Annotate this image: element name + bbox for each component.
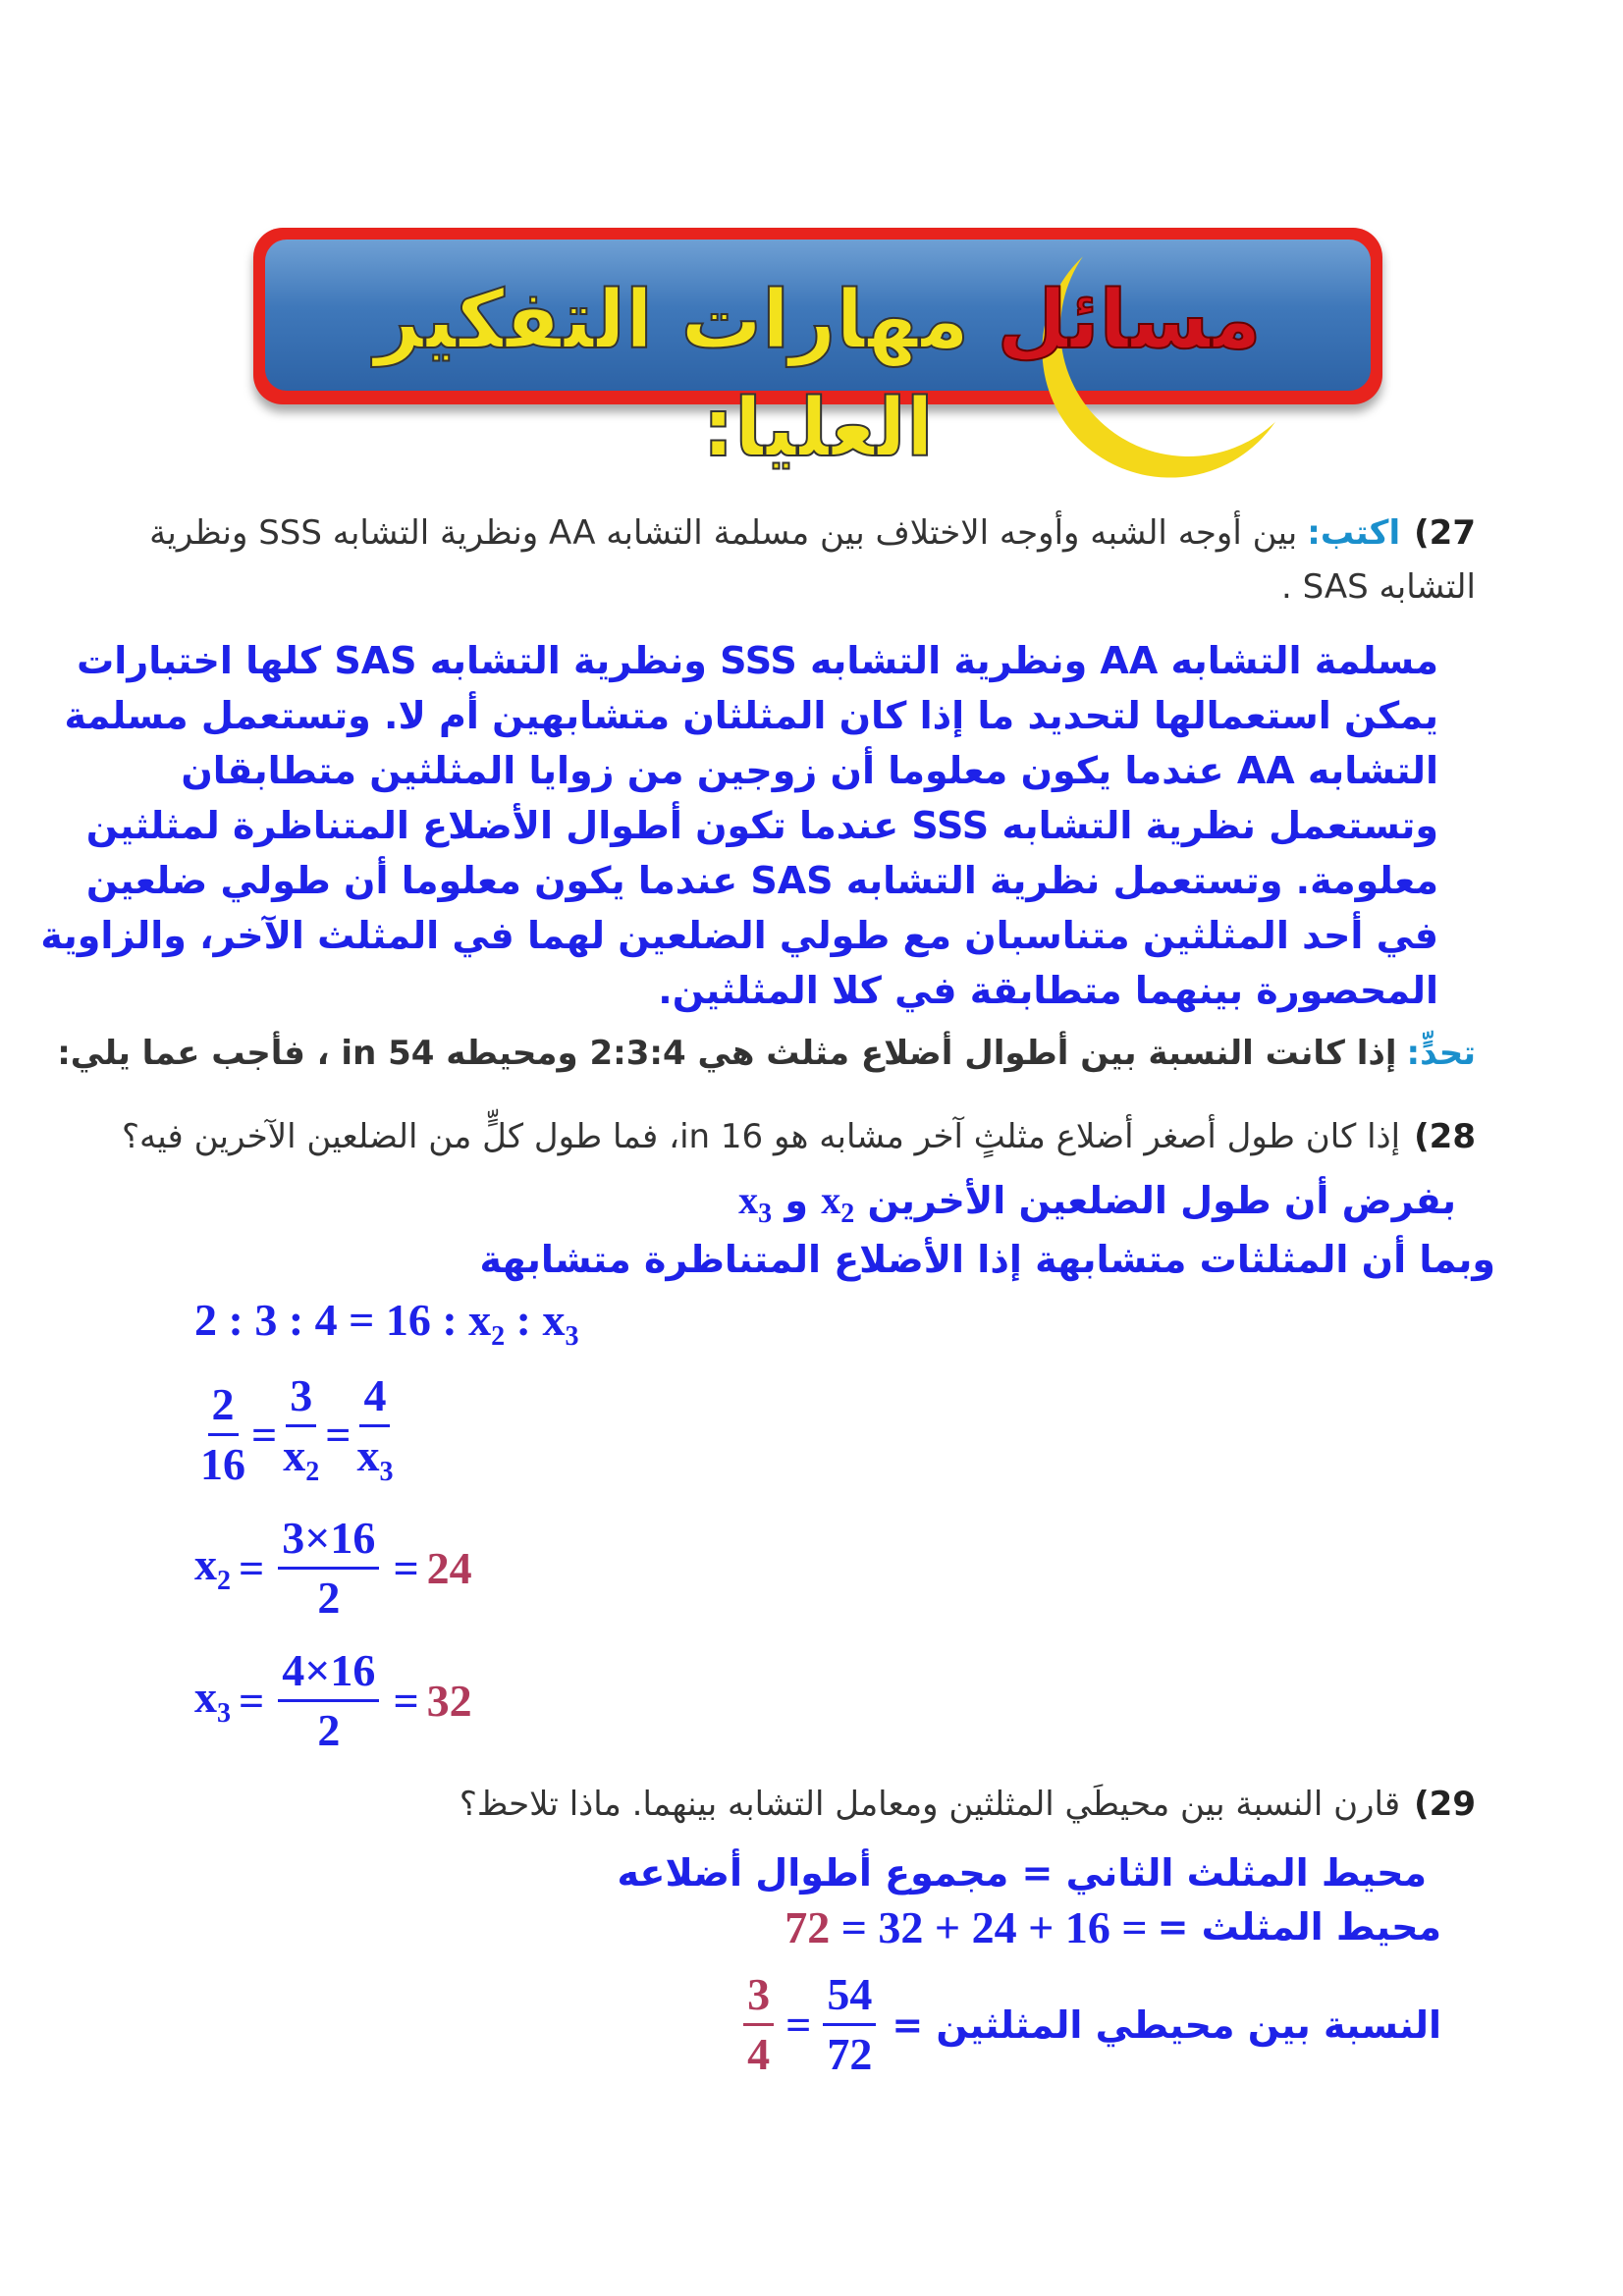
perimeter-ratio: $\frac{3}{4}$ = $\frac{54}{72}$	[737, 1968, 882, 2081]
var-x3: $x_3$	[738, 1178, 773, 1229]
ratio-equation: 2 : 3 : 4 = 16 : $x_2$ : $x_3$	[194, 1295, 579, 1353]
question-28	[101, 1109, 1476, 1164]
challenge-line	[57, 1026, 1476, 1081]
var-x2: $x_2$	[821, 1178, 855, 1229]
answer-line: في أحد المثلثين متناسبان مع طولي الضلعين لهما في المثلث الآخر، والزاوية	[40, 914, 1438, 957]
challenge-keyword: تحدٍّ:	[1406, 1034, 1476, 1073]
ratio-label: النسبة بين محيطي المثلثين =	[892, 2002, 1441, 2047]
question-27-line2: التشابه SAS .	[1281, 567, 1476, 607]
answer-line: يمكن استعمالها لتحديد ما إذا كان المثلثان متشابهين أم لا. وتستعمل مسلمة	[64, 694, 1438, 737]
question-number: 29)	[1414, 1785, 1476, 1824]
question-27-line1	[101, 506, 1476, 561]
question-number: 28)	[1414, 1117, 1476, 1156]
x2-solution: $x_2$ = $\frac{3\times 16}{2}$ = 24	[194, 1513, 472, 1623]
answer-line: التشابه AA عندما يكون معلوما أن زوجين من زوايا المثلثين متطابقان	[181, 749, 1438, 792]
fraction: $\frac{3}{x_2}$	[283, 1370, 320, 1488]
answer-line: مسلمة التشابه AA ونظرية التشابه SSS ونظرية التشابه SAS كلها اختبارات	[77, 639, 1438, 682]
answer-line: المحصورة بينهما متطابقة في كلا المثلثين.	[658, 969, 1438, 1012]
question-text: إذا كان طول أصغر أضلاع مثلثٍ آخر مشابه هو 16 in، فما طول كلٍّ من الضلعين الآخرين فيه؟	[122, 1117, 1401, 1156]
x3-result: 32	[426, 1676, 472, 1726]
fraction: $\frac{54}{72}$	[823, 1968, 876, 2081]
perimeter-label: محيط المثلث =	[1157, 1905, 1441, 1949]
x2-result: 24	[426, 1543, 472, 1593]
question-text: قارن النسبة بين محيطَي المثلثين ومعامل التشابه بينهما. ماذا تلاحظ؟	[459, 1785, 1401, 1824]
fraction: $\frac{3\times 16}{2}$	[278, 1512, 379, 1625]
assumption-text: بفرض أن طول الضلعين الأخرين	[867, 1179, 1456, 1222]
fraction: $\frac{3}{4}$	[743, 1968, 774, 2081]
answer-29-line3	[737, 1968, 1441, 2081]
question-text: بين أوجه الشبه وأوجه الاختلاف بين مسلمة التشابه AA ونظرية التشابه SSS ونظرية	[149, 513, 1298, 553]
answer-line: وتستعمل نظرية التشابه SSS عندما تكون أطوال الأضلاع المتناظرة لمثلثين	[85, 804, 1438, 847]
answer-line: معلومة. وتستعمل نظرية التشابه SAS عندما يكون معلوما أن طولي ضلعين	[85, 859, 1438, 902]
fraction: $\frac{4}{x_3}$	[356, 1370, 394, 1488]
question-keyword: اكتب:	[1307, 513, 1401, 553]
fraction: $\frac{2}{16}$	[200, 1378, 245, 1489]
banner-word-masail: مسائل	[997, 274, 1262, 367]
answer-27	[40, 633, 1438, 1018]
challenge-text: إذا كانت النسبة بين أطوال أضلاع مثلث هي 2:3:4 ومحيطه 54 in ، فأجب عما يلي:	[57, 1034, 1397, 1073]
proportion-equation: $\frac{2}{16}$ = $\frac{3}{x_2}$ = $\frac{4}{x_3}$	[194, 1369, 399, 1499]
fraction: $\frac{4\times 16}{2}$	[278, 1644, 379, 1757]
banner-word-skills: مهارات التفكير العليا:	[374, 274, 969, 475]
answer-29-line2	[784, 1899, 1441, 1954]
x3-solution: $x_3$ = $\frac{4\times 16}{2}$ = 32	[194, 1645, 472, 1755]
and-word: و	[784, 1179, 808, 1222]
question-29	[101, 1777, 1476, 1832]
answer-28-line2: وبما أن المثلثات متشابهة إذا الأضلاع المتناظرة متشابهة	[479, 1238, 1495, 1281]
answer-29-line1: محيط المثلث الثاني = مجموع أطوال أضلاعه	[617, 1851, 1427, 1895]
question-number: 27)	[1414, 513, 1476, 553]
banner-title-wrap	[253, 228, 1382, 475]
perimeter-sum: 72 = 32 + 24 + 16 =	[784, 1901, 1148, 1952]
banner-title	[253, 267, 1382, 475]
